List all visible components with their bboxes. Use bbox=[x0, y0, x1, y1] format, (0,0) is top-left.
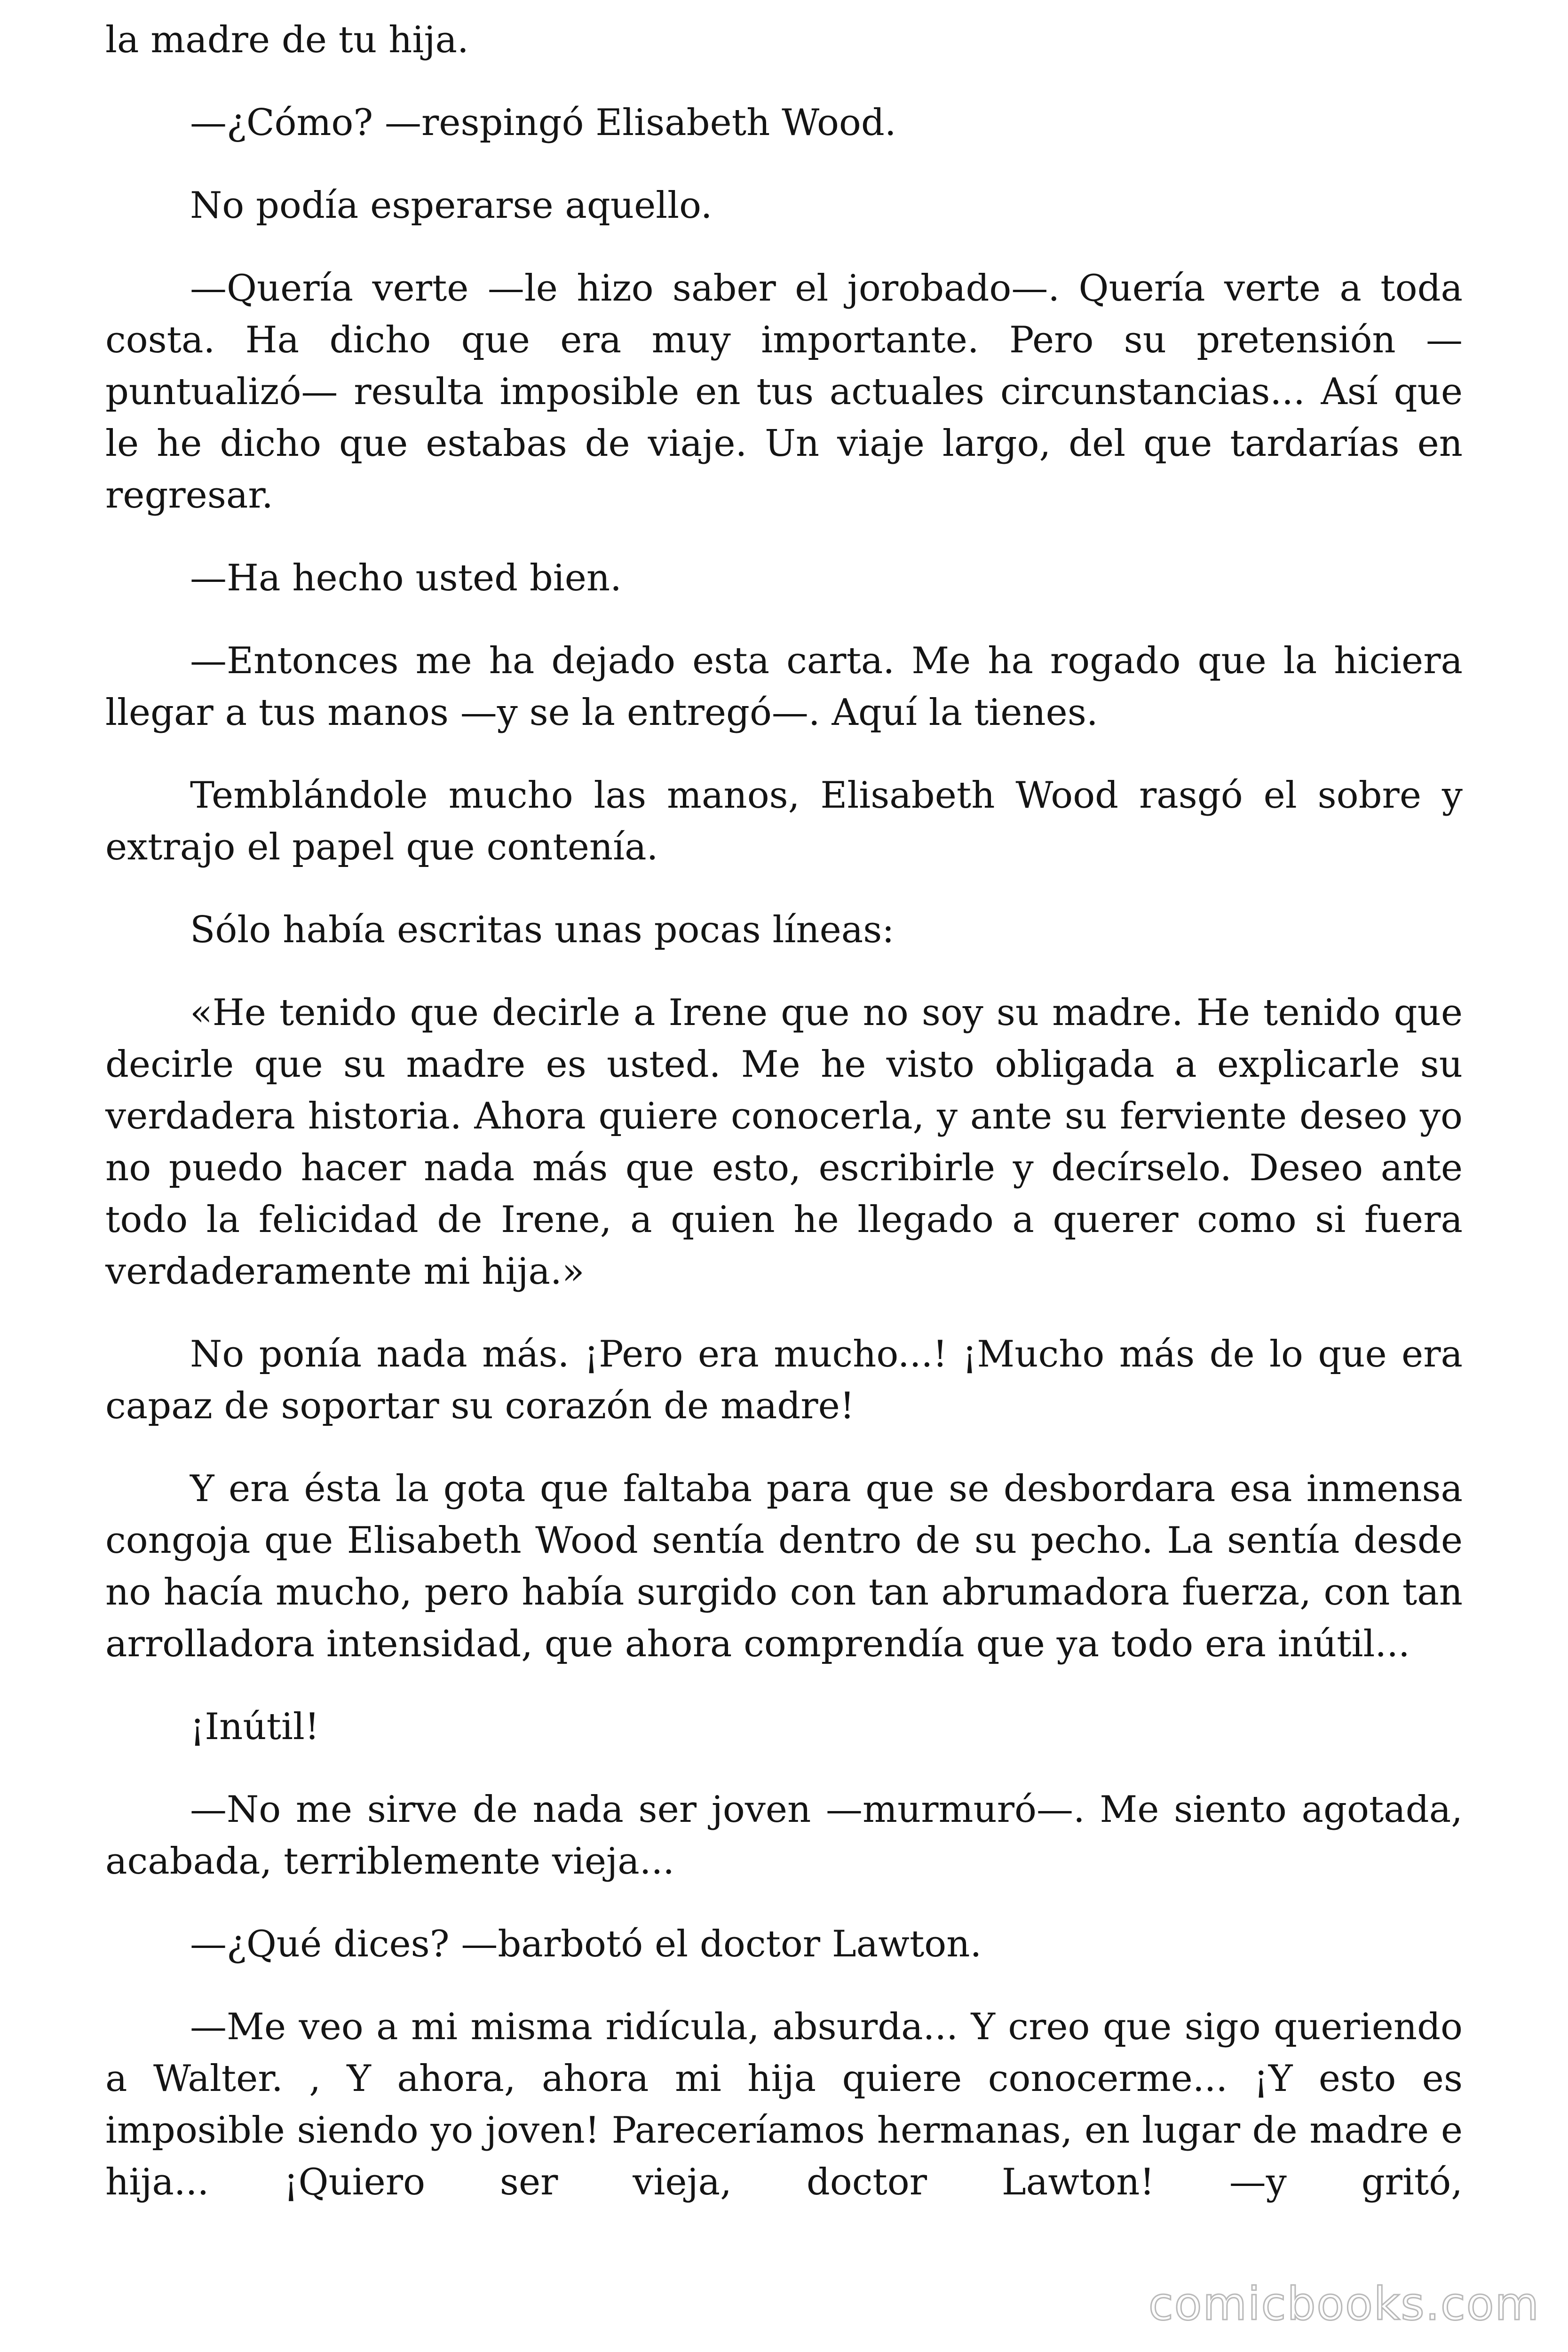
paragraph-10: No ponía nada más. ¡Pero era mucho...! ¡Mucho más de lo que era capaz de soportar su corazón de madre! bbox=[105, 1333, 1463, 1427]
paragraph-3: No podía esperarse aquello. bbox=[190, 184, 713, 227]
paragraph-5: —Ha hecho usted bien. bbox=[190, 557, 622, 599]
book-page-text bbox=[105, 14, 1463, 2208]
paragraph-7: Temblándole mucho las manos, Elisabeth Wood rasgó el sobre y extrajo el papel que contenía. bbox=[105, 774, 1463, 868]
paragraph-13: —No me sirve de nada ser joven —murmuró—. Me siento agotada, acabada, terriblemente vieja... bbox=[105, 1788, 1463, 1883]
paragraph-11: Y era ésta la gota que faltaba para que se desbordara esa inmensa congoja que Elisabeth Wood sentía dentro de su pecho. La sentía desde no hacía mucho, pero había surgido con tan abrumadora fuerza, con tan arrolladora intensidad, que ahora comprendía que ya todo era inútil... bbox=[105, 1468, 1463, 1665]
paragraph-6: —Entonces me ha dejado esta carta. Me ha rogado que la hiciera llegar a tus manos —y se la entregó—. Aquí la tienes. bbox=[105, 640, 1463, 734]
paragraph-4: —Quería verte —le hizo saber el jorobado—. Quería verte a toda costa. Ha dicho que era muy importante. Pero su pretensión —puntualizó— resulta imposible en tus actuales circunstancias... Así que le he dicho que estabas de viaje. Un viaje largo, del que tardarías en regresar. bbox=[105, 267, 1463, 516]
paragraph-1: la madre de tu hija. bbox=[105, 19, 469, 61]
paragraph-2: —¿Cómo? —respingó Elisabeth Wood. bbox=[190, 102, 896, 144]
paragraph-12: ¡Inútil! bbox=[190, 1706, 320, 1748]
paragraph-9: «He tenido que decirle a Irene que no soy su madre. He tenido que decirle que su madre es usted. Me he visto obligada a explicarle su verdadera historia. Ahora quiere conocerla, y ante su ferviente deseo yo no puedo hacer nada más que esto, escribirle y decírselo. Deseo ante todo la felicidad de Irene, a quien he llegado a querer como si fuera verdaderamente mi hija.» bbox=[105, 992, 1463, 1293]
paragraph-14: —¿Qué dices? —barbotó el doctor Lawton. bbox=[190, 1923, 982, 1965]
watermark-text: comicbooks.com bbox=[1148, 2278, 1540, 2330]
paragraph-15: —Me veo a mi misma ridícula, absurda... Y creo que sigo queriendo a Walter. , Y ahora, ahora mi hija quiere conocerme... ¡Y esto es imposible siendo yo joven! Pareceríamos hermanas, en lugar de madre e hija... ¡Quiero ser vieja, doctor Lawton! —y gritó, bbox=[105, 2006, 1463, 2203]
paragraph-8: Sólo había escritas unas pocas líneas: bbox=[190, 909, 895, 951]
